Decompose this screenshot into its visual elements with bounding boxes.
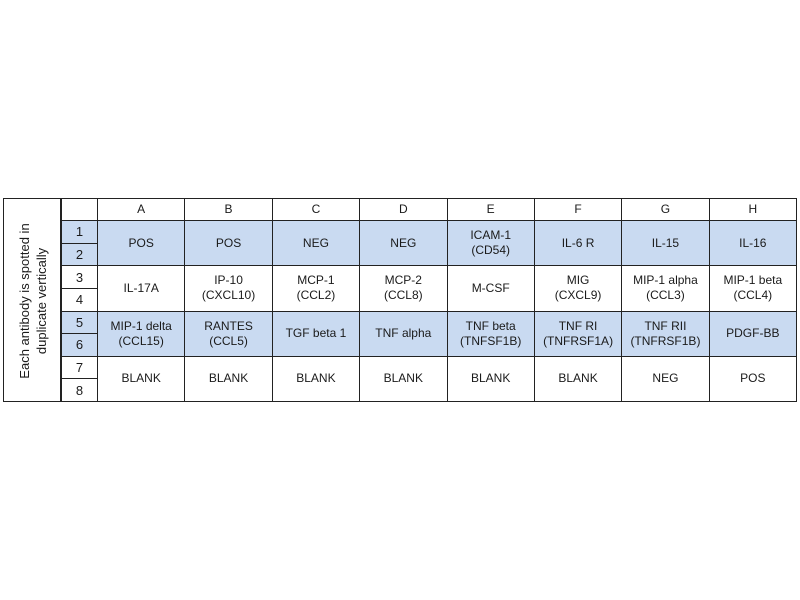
table-row	[62, 311, 797, 334]
antibody-label: IL-15	[651, 235, 680, 250]
antibody-cell-a-7	[98, 356, 185, 401]
table-row	[62, 266, 797, 289]
antibody-label: (CCL15)	[118, 333, 164, 348]
antibody-label: IL-16	[739, 235, 767, 250]
antibody-label: PDGF-BB	[726, 326, 780, 341]
antibody-cell-b-3	[185, 266, 272, 311]
antibody-cell-d-7	[360, 356, 447, 401]
antibody-label: MIP-1 beta	[723, 273, 783, 288]
antibody-cell-h-3	[709, 266, 796, 311]
antibody-cell-h-5	[709, 311, 796, 356]
antibody-cell-d-5	[360, 311, 447, 356]
antibody-label: POS	[740, 371, 766, 386]
antibody-label: POS	[215, 235, 242, 250]
antibody-label: (CCL2)	[296, 288, 336, 303]
antibody-label: BLANK	[121, 371, 161, 386]
antibody-label: TNF RI	[558, 318, 598, 333]
antibody-cell-g-7	[622, 356, 709, 401]
column-header-e: E	[447, 199, 534, 221]
antibody-grid	[61, 198, 797, 402]
antibody-cell-a-3	[98, 266, 185, 311]
antibody-label: (CD54)	[471, 243, 511, 258]
antibody-label: BLANK	[208, 371, 249, 386]
row-number: 8	[62, 379, 98, 402]
antibody-label: BLANK	[471, 371, 511, 386]
antibody-label: (CCL4)	[733, 288, 773, 303]
antibody-label: M-CSF	[471, 280, 510, 295]
antibody-label: NEG	[390, 235, 417, 250]
antibody-cell-h-7	[709, 356, 796, 401]
row-number: 1	[62, 221, 98, 244]
antibody-label: (TNFSF1B)	[460, 333, 522, 348]
antibody-label: (CXCL10)	[201, 288, 256, 303]
antibody-cell-f-7	[534, 356, 621, 401]
antibody-array-map	[3, 198, 797, 402]
antibody-cell-a-5	[98, 311, 185, 356]
antibody-cell-c-5	[272, 311, 359, 356]
antibody-cell-e-1	[447, 221, 534, 266]
antibody-cell-b-5	[185, 311, 272, 356]
row-number: 4	[62, 288, 98, 311]
table-row	[62, 221, 797, 244]
antibody-label: (CCL5)	[209, 333, 248, 348]
row-number: 6	[62, 334, 98, 357]
antibody-cell-g-3	[622, 266, 709, 311]
grid-body	[62, 221, 797, 402]
antibody-label: BLANK	[296, 371, 336, 386]
antibody-cell-f-3	[534, 266, 621, 311]
antibody-label: TNF RII	[644, 318, 687, 333]
antibody-cell-g-1	[622, 221, 709, 266]
antibody-cell-d-3	[360, 266, 447, 311]
antibody-cell-h-1	[709, 221, 796, 266]
antibody-cell-e-7	[447, 356, 534, 401]
antibody-label: MIG	[566, 273, 590, 288]
antibody-cell-c-3	[272, 266, 359, 311]
antibody-label: TNF beta	[465, 318, 516, 333]
side-label-box	[3, 198, 61, 402]
column-header-h: H	[709, 199, 796, 221]
antibody-cell-g-5	[622, 311, 709, 356]
antibody-cell-c-7	[272, 356, 359, 401]
antibody-label: TGF beta 1	[285, 326, 347, 341]
row-number: 7	[62, 356, 98, 379]
antibody-label: MCP-1	[297, 273, 335, 288]
antibody-label: POS	[128, 235, 154, 250]
antibody-label: (TNFRSF1A)	[543, 333, 614, 348]
row-number: 2	[62, 243, 98, 266]
column-header-g: G	[622, 199, 709, 221]
antibody-cell-b-1	[185, 221, 272, 266]
side-label	[16, 201, 50, 401]
antibody-label: TNF alpha	[375, 326, 432, 341]
antibody-cell-f-5	[534, 311, 621, 356]
column-header-c: C	[272, 199, 359, 221]
antibody-label: ICAM-1	[470, 228, 512, 243]
column-header-b: B	[185, 199, 272, 221]
side-label-line-1: Each antibody is spotted in	[17, 223, 32, 379]
column-header-f: F	[534, 199, 621, 221]
antibody-cell-d-1	[360, 221, 447, 266]
antibody-cell-b-7	[185, 356, 272, 401]
antibody-label: NEG	[652, 371, 679, 386]
antibody-label: MCP-2	[384, 273, 422, 288]
antibody-label: BLANK	[558, 371, 598, 386]
antibody-label: (CXCL9)	[554, 288, 602, 303]
antibody-label: IL-6 R	[561, 235, 595, 250]
table-row	[62, 356, 797, 379]
antibody-label: (CCL3)	[646, 288, 685, 303]
antibody-label: NEG	[302, 235, 329, 250]
side-label-line-2: duplicate vertically	[34, 247, 49, 355]
column-header-row	[62, 199, 797, 221]
column-header-a: A	[98, 199, 185, 221]
antibody-label: BLANK	[383, 371, 423, 386]
antibody-cell-e-5	[447, 311, 534, 356]
antibody-cell-e-3	[447, 266, 534, 311]
antibody-label: MIP-1 delta	[110, 318, 172, 333]
row-number: 3	[62, 266, 98, 289]
antibody-label: (TNFRSF1B)	[630, 333, 701, 348]
antibody-cell-c-1	[272, 221, 359, 266]
antibody-label: IL-17A	[123, 280, 159, 295]
corner-cell	[62, 199, 98, 221]
antibody-label: RANTES	[204, 318, 253, 333]
antibody-label: MIP-1 alpha	[633, 273, 698, 288]
antibody-label: (CCL8)	[383, 288, 423, 303]
column-header-d: D	[360, 199, 447, 221]
antibody-cell-a-1	[98, 221, 185, 266]
row-number: 5	[62, 311, 98, 334]
antibody-cell-f-1	[534, 221, 621, 266]
antibody-label: IP-10	[214, 273, 243, 288]
